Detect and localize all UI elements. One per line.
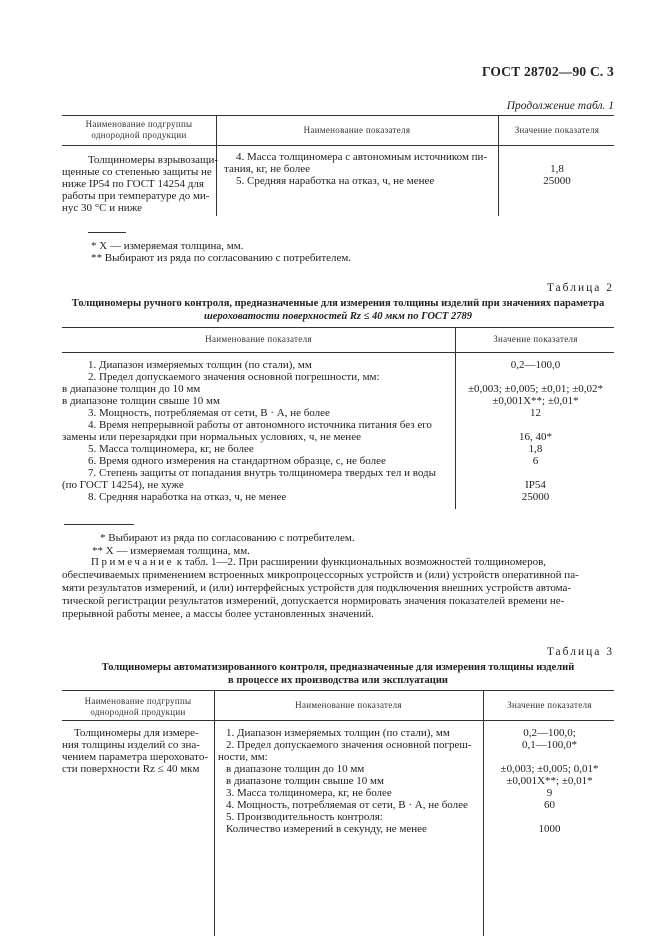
table2-caption-line: Толщиномеры ручного контроля, предназначенные для измерения толщины изделий при значениях параметра [71,298,605,309]
table3-row-name: 5. Производительность контроля: [226,811,383,823]
footnote: ** Выбирают из ряда по согласованию с потребителем. [91,252,352,264]
table2-row-value: 6 [532,455,539,467]
table1-group-line: работы при температуре до ми- [62,190,210,202]
table1-group-line: Толщиномеры взрывозащи- [88,154,219,166]
table3-row-value: ±0,003; ±0,005; 0,01* [500,763,599,775]
table3-caption [40,661,636,687]
table1-row-name: 4. Масса толщиномера с автономным источником пи- [236,151,488,163]
table3-group-line: чением параметра шероховато- [62,751,208,763]
page-header: ГОСТ 28702—90 С. 3 [481,64,614,79]
note-label: Примечание [91,556,174,568]
table3-row-name: 1. Диапазон измеряемых толщин (по стали), мм [226,727,450,739]
table-continuation-label: Продолжение табл. 1 [506,100,614,112]
table1-group-line: щенные со степенью защиты не [62,166,212,178]
table3-row-name: 2. Предел допускаемого значения основной погреш- [226,739,472,751]
footnote: * Выбирают из ряда по согласованию с потребителем. [100,532,355,544]
note-line: тической регистрации результатов измерений, допускается нормировать значения показателей времени не- [62,595,565,607]
table3-row-name: в диапазоне толщин свыше 10 мм [226,775,384,787]
note-line: обеспечиваемых применением встроенных микропроцессорных устройств и (или) устройств оперативной па- [62,569,579,581]
table2-row-value: ±0,001X**; ±0,01* [492,395,579,407]
table2-row-name: (по ГОСТ 14254), не хуже [62,479,184,491]
table3-header-indicator: Наименование показателя [295,700,402,710]
table2-row-value: 0,2—100,0 [510,359,561,371]
footnote-divider [64,524,134,525]
table1-row-value: 25000 [543,175,571,187]
table1-row-name: тания, кг, не более [224,163,310,175]
table1-header-group: Наименование подгруппы однородной продукции [85,119,193,140]
table3-caption-line: в процессе их производства или эксплуатации [228,675,448,686]
table3-row-value: 1000 [538,823,561,835]
table3-group-line: сти поверхности Rz ≤ 40 мкм [62,763,200,775]
table3-row-value: ±0,001X**; ±0,01* [506,775,593,787]
table2-number: Таблица 2 [546,282,614,294]
table1-group-line: нус 30 °С и ниже [62,202,143,214]
table3-row-name: 3. Масса толщиномера, кг, не более [226,787,392,799]
table3-row-name: 4. Мощность, потребляемая от сети, В · А, не более [226,799,468,811]
table2-caption-line: шероховатости поверхностей Rz ≤ 40 мкм по ГОСТ 2789 [204,311,472,322]
table2-row-name: 4. Время непрерывной работы от автономного источника питания без его [88,419,432,431]
table2-row-name: в диапазоне толщин свыше 10 мм [62,395,220,407]
table2-row-name: 3. Мощность, потребляемая от сети, В · А, не более [88,407,330,419]
table3-row-name: ности, мм: [218,751,268,763]
table3-caption-line: Толщиномеры автоматизированного контроля, предназначенные для измерения толщины изделий [101,662,575,673]
table3-row-name: в диапазоне толщин до 10 мм [226,763,365,775]
table2-row-value: 16, 40* [519,431,552,443]
footnote-divider [88,232,126,233]
table1-row-value: 1,8 [550,163,564,175]
table2-row-value: 25000 [521,491,550,503]
table2-row-value: 1,8 [528,443,543,455]
note-line: прерывной работы менее, а массы более установленных значений. [62,608,374,620]
table3-row-value: 0,2—100,0; [523,727,576,739]
note-line: к табл. 1—2. При расширении функциональных возможностей толщиномеров, [176,556,547,568]
table3-header-group: Наименование подгруппы однородной продукции [84,696,192,717]
table3-number: Таблица 3 [546,646,614,658]
table2-row-value: IP54 [525,479,546,491]
table3-group-line: ния толщины изделий со зна- [62,739,200,751]
table2-row-name: 1. Диапазон измеряемых толщин (по стали), мм [88,359,312,371]
table3-group-line: Толщиномеры для измере- [74,727,199,739]
table3-header-value: Значение показателя [507,700,592,710]
table2-row-name: 7. Степень защиты от попадания внутрь толщиномера твердых тел и воды [88,467,437,479]
table3-row-name: Количество измерений в секунду, не менее [226,823,427,835]
note-line: мяти результатов измерений, и (или) интерфейсных устройств для подключения внешних устройств автома- [62,582,572,594]
table3-row-value: 60 [544,799,555,811]
table2-row-name: 2. Предел допускаемого значения основной погрешности, мм: [88,371,380,383]
table2-row-name: 8. Средняя наработка на отказ, ч, не менее [88,491,287,503]
table3-row-value: 9 [546,787,553,799]
table1-header-value: Значение показателя [514,125,600,135]
footnote: * X — измеряемая толщина, мм. [91,240,244,252]
table2-row-name: 6. Время одного измерения на стандартном образце, с, не более [88,455,386,467]
table2-caption [40,297,636,323]
table2-row-name: замены или перезарядки при нормальных условиях, ч, не менее [62,431,361,443]
table2-row-name: в диапазоне толщин до 10 мм [62,383,201,395]
table2-row-value: ±0,003; ±0,005; ±0,01; ±0,02* [467,383,604,395]
table3-row-value: 0,1—100,0* [522,739,577,751]
table1-group-line: ниже IP54 по ГОСТ 14254 для [62,178,204,190]
table1-header-indicator: Наименование показателя [303,125,411,135]
table2-header-value: Значение показателя [493,334,578,344]
footnote: ** X — измеряемая толщина, мм. [92,545,250,557]
table2-header-indicator: Наименование показателя [205,334,312,344]
table2-row-value: 12 [530,407,541,419]
table1-row-name: 5. Средняя наработка на отказ, ч, не менее [236,175,435,187]
table2-row-name: 5. Масса толщиномера, кг, не более [88,443,254,455]
